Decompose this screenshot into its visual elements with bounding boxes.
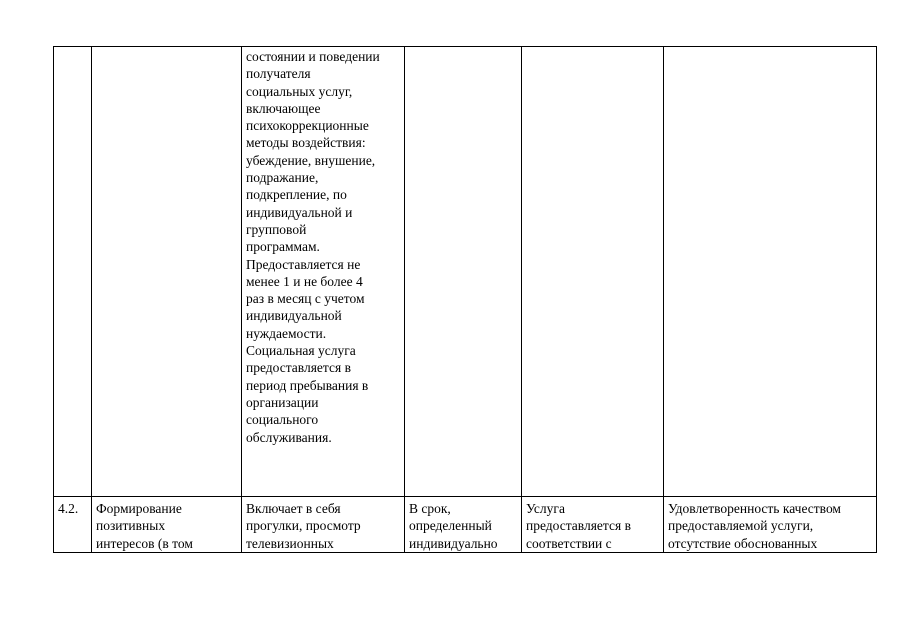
table-row	[54, 47, 877, 497]
cell-service-name	[92, 47, 242, 497]
cell-service-description: состоянии и поведении получателя социальных услуг, включающее психокоррекционные методы воздействия: убеждение, внушение, подражание, подкрепление, по индивидуальной и групповой программам. Предоставляется не менее 1 и не более 4 раз в месяц с учетом индивидуальной нуждаемости. Социальная услуга предоставляется в период пребывания в организации социального обслуживания.	[242, 47, 405, 497]
services-table	[53, 46, 877, 553]
cell-conditions: Услуга предоставляется в соответствии с	[522, 497, 664, 553]
cell-service-name: Формирование позитивных интересов (в том	[92, 497, 242, 553]
cell-term: В срок, определенный индивидуально	[405, 497, 522, 553]
table-row	[54, 497, 877, 553]
cell-conditions	[522, 47, 664, 497]
cell-term	[405, 47, 522, 497]
cell-quality-indicators: Удовлетворенность качеством предоставляемой услуги, отсутствие обоснованных	[664, 497, 877, 553]
cell-service-description: Включает в себя прогулки, просмотр телевизионных	[242, 497, 405, 553]
cell-quality-indicators	[664, 47, 877, 497]
cell-number	[54, 47, 92, 497]
cell-number: 4.2.	[54, 497, 92, 553]
